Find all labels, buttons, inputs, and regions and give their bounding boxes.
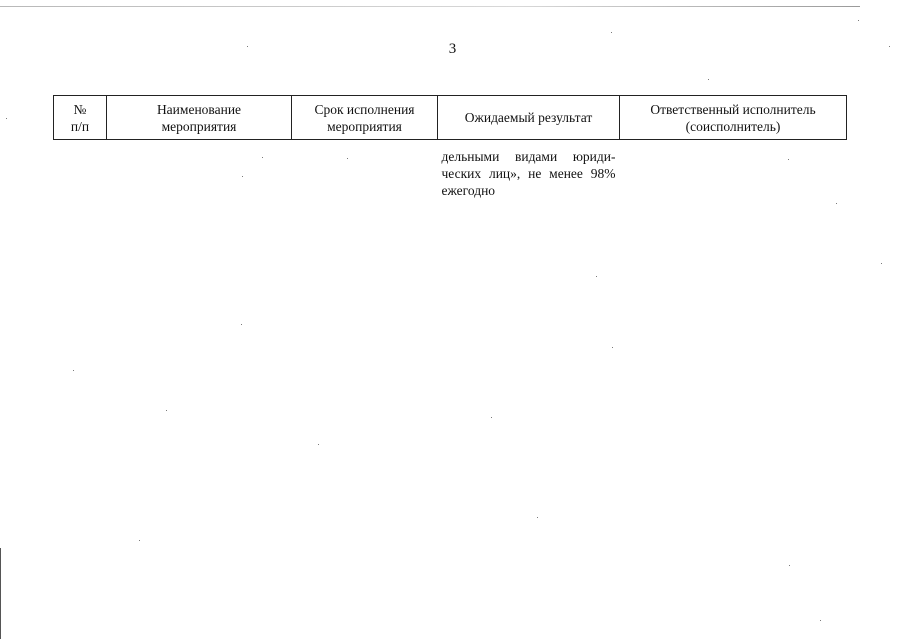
header-name-line1: Наименование [156, 101, 242, 117]
header-responsible-line1: Ответственный исполнитель [650, 101, 816, 117]
table-row [54, 140, 847, 200]
header-deadline [292, 96, 438, 140]
scan-speck [789, 565, 790, 566]
scan-speck [262, 157, 263, 158]
header-result [438, 96, 620, 140]
cell-deadline [292, 140, 438, 200]
scan-speck [491, 417, 492, 418]
header-responsible [620, 96, 847, 140]
scan-speck [611, 32, 612, 33]
scan-speck [612, 347, 613, 348]
scan-speck [537, 517, 538, 518]
scan-speck [73, 370, 74, 371]
result-line: дельными видами юриди- [441, 149, 616, 164]
page-number: 3 [448, 41, 457, 57]
scan-speck [708, 79, 709, 80]
header-responsible-line2: (соисполнитель) [685, 118, 781, 134]
scan-edge-top [0, 6, 860, 7]
header-number-line2: п/п [70, 118, 90, 134]
scan-speck [347, 158, 348, 159]
table-header-row [54, 96, 847, 140]
scan-speck [6, 118, 7, 119]
header-name-line2: мероприятия [161, 118, 237, 134]
cell-responsible [620, 140, 847, 200]
header-deadline-line1: Срок исполнения [314, 101, 415, 117]
scan-speck [881, 263, 882, 264]
header-result-line1: Ожидаемый результат [464, 110, 593, 125]
scan-speck [166, 410, 167, 411]
scan-speck [788, 159, 789, 160]
cell-name [107, 140, 292, 200]
scan-speck [889, 46, 890, 47]
scan-speck [139, 540, 140, 541]
scan-speck [820, 620, 821, 621]
measures-table [53, 95, 847, 199]
scan-speck [858, 20, 859, 21]
result-line: ежегодно [441, 183, 496, 198]
cell-result [438, 140, 620, 200]
header-number [54, 96, 107, 140]
header-name [107, 96, 292, 140]
cell-number [54, 140, 107, 200]
scan-speck [596, 276, 597, 277]
scan-edge-left [0, 548, 1, 639]
scan-speck [836, 203, 837, 204]
result-line: ческих лиц», не менее 98% [441, 166, 616, 181]
scan-speck [318, 444, 319, 445]
scan-speck [247, 46, 248, 47]
header-number-line1: № [73, 101, 87, 117]
scan-speck [242, 176, 243, 177]
scan-speck [241, 324, 242, 325]
header-deadline-line2: мероприятия [327, 118, 402, 134]
